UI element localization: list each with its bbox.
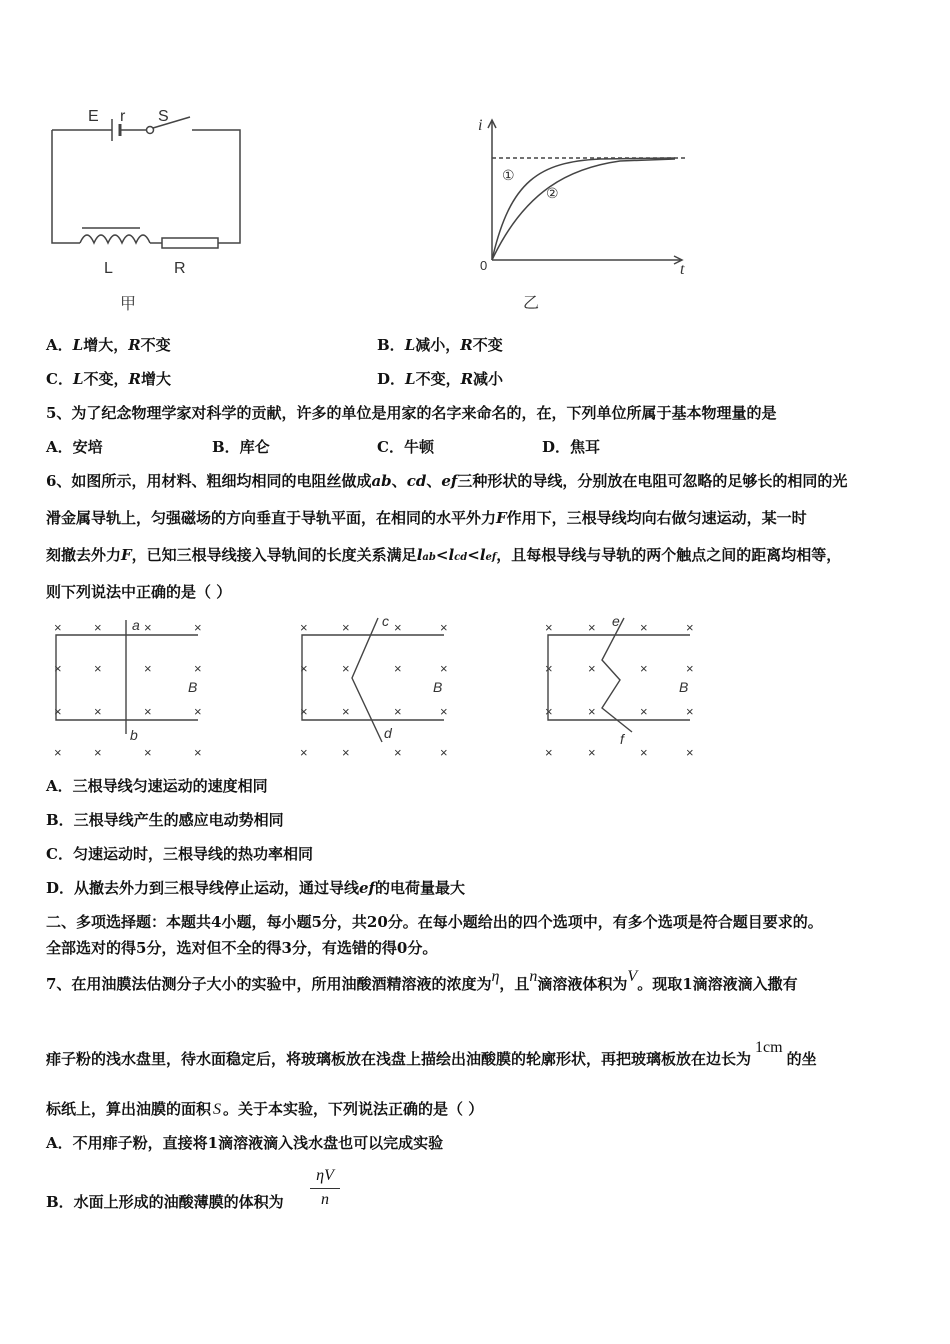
cross: ×	[94, 745, 102, 760]
cross: ×	[588, 745, 596, 760]
cross: ×	[588, 661, 596, 676]
q4-option-c-var-1: L	[72, 370, 84, 388]
q4-option-b[interactable]	[377, 335, 503, 355]
q6-sub-ef: ef	[485, 552, 497, 563]
q4-option-d-text-2: 减小	[473, 370, 504, 388]
q6-line-2-text-a: 滑金属导轨上，匀强磁场的方向垂直于导轨平面，在相同的水平外力	[46, 509, 497, 527]
curve-1-label: ①	[502, 167, 515, 183]
q5-option-a[interactable]: A．安培	[46, 438, 103, 456]
cross: ×	[394, 620, 402, 635]
label-L: L	[104, 260, 113, 277]
q4-option-d[interactable]	[377, 369, 503, 389]
cross: ×	[144, 620, 152, 635]
q4-option-d-prefix: D．	[377, 370, 406, 388]
cross: ×	[194, 704, 202, 719]
q6-line-3-text-c: ，且每根导线与导轨的两个触点之间的距离均相等，	[496, 546, 842, 564]
cross: ×	[54, 620, 62, 635]
cross: ×	[440, 704, 448, 719]
q4-option-c-text-1: 不变，	[83, 370, 129, 388]
q5-stem: 5、为了纪念物理学家对科学的贡献，许多的单位是用家的名字来命名的，在，下列单位所属于基本物理量的是	[46, 404, 777, 422]
rail-3	[548, 635, 690, 720]
cross: ×	[545, 704, 553, 719]
cross: ×	[144, 745, 152, 760]
cross: ×	[94, 620, 102, 635]
q6-sub-ab: ab	[422, 552, 436, 563]
q6-option-d[interactable]	[46, 878, 465, 898]
q6-rail-figures	[40, 610, 720, 770]
cross: ×	[640, 704, 648, 719]
label-r: r	[120, 108, 126, 125]
q7-stem-line-2	[46, 1039, 817, 1070]
label-B-3: B	[679, 679, 689, 695]
cross: ×	[588, 704, 596, 719]
q5-option-d[interactable]: D．焦耳	[542, 438, 601, 456]
cross: ×	[300, 620, 308, 635]
resistor	[162, 238, 218, 248]
rail-2	[302, 635, 444, 720]
q7-line-1-text-a: 7、在用油膜法估测分子大小的实验中，所用油酸酒精溶液的浓度为	[46, 975, 492, 993]
q7-option-b[interactable]	[46, 1192, 284, 1212]
q6-stem-line-4: 则下列说法中正确的是（ ）	[46, 583, 232, 601]
q6-option-d-wire-ef: ef	[359, 879, 376, 897]
origin-label: 0	[480, 258, 488, 273]
q7-line-1-text-d: 。现取1滴溶液滴入撒有	[637, 975, 798, 993]
cross: ×	[194, 661, 202, 676]
q7-line-2-text-a: 痱子粉的浅水盘里，待水面稳定后，将玻璃板放在浅盘上描绘出油酸膜的轮廓形状，再把玻璃板放在边长为	[46, 1050, 752, 1068]
cross: ×	[394, 745, 402, 760]
cross: ×	[588, 620, 596, 635]
cross: ×	[545, 661, 553, 676]
cross: ×	[545, 620, 553, 635]
q4-option-d-text-1: 不变，	[415, 370, 461, 388]
cross: ×	[54, 661, 62, 676]
wire-cd	[352, 618, 382, 742]
q6-sep-2: 、	[426, 472, 442, 490]
cross: ×	[686, 661, 694, 676]
q4-option-a[interactable]	[46, 335, 171, 355]
cross: ×	[686, 745, 694, 760]
label-b: b	[130, 727, 138, 743]
q6-line-3-text-b: ，已知三根导线接入导轨间的长度关系满足	[131, 546, 417, 564]
current-time-graph	[470, 110, 700, 320]
curve-2-label: ②	[546, 185, 559, 201]
circuit-diagram	[40, 95, 260, 320]
q7-S: S	[213, 1101, 222, 1118]
q4-option-c-var-2: R	[128, 370, 141, 388]
cross: ×	[545, 745, 553, 760]
q5-option-b[interactable]: B．库仑	[212, 438, 270, 456]
q4-option-b-var-2: R	[460, 336, 473, 354]
q7-fraction-numerator: ηV	[310, 1166, 340, 1189]
q4-option-a-text-1: 增大，	[83, 336, 129, 354]
q6-stem-line-3	[46, 545, 841, 568]
label-B-1: B	[188, 679, 198, 695]
curve-2	[492, 159, 675, 260]
q6-force-F-2: F	[121, 546, 132, 564]
label-f: f	[620, 731, 624, 747]
cross: ×	[94, 661, 102, 676]
cross: ×	[440, 745, 448, 760]
q7-eta: η	[491, 968, 500, 985]
q6-line-2-text-b: 作用下，三根导线均向右做匀速运动，某一时	[506, 509, 807, 527]
q6-option-b[interactable]: B．三根导线产生的感应电动势相同	[46, 811, 284, 829]
cross: ×	[440, 661, 448, 676]
q4-option-c[interactable]	[46, 369, 171, 389]
q7-line-1-text-b: ，且	[499, 975, 530, 993]
cross: ×	[686, 620, 694, 635]
q4-option-a-text-2: 不变	[140, 336, 171, 354]
q7-n: n	[529, 968, 538, 985]
label-R: R	[174, 260, 186, 277]
q6-option-c[interactable]: C．匀速运动时，三根导线的热功率相同	[46, 845, 313, 863]
cross: ×	[54, 704, 62, 719]
q6-option-d-text-b: 的电荷量最大	[375, 879, 466, 897]
q6-option-a[interactable]: A．三根导线匀速运动的速度相同	[46, 777, 268, 795]
q7-1cm: 1cm	[755, 1039, 783, 1056]
cross: ×	[94, 704, 102, 719]
q6-sep-1: 、	[391, 472, 407, 490]
q6-lt-1: <	[435, 546, 449, 564]
curve-1	[492, 158, 675, 260]
cross: ×	[394, 661, 402, 676]
axis-label-t: t	[680, 261, 685, 278]
q6-sub-cd: cd	[454, 552, 468, 563]
q4-option-a-var-1: L	[72, 336, 84, 354]
q7-option-a[interactable]: A．不用痱子粉，直接将1滴溶液滴入浅水盘也可以完成实验	[46, 1134, 444, 1152]
q5-option-c[interactable]: C．牛顿	[377, 438, 434, 456]
cross: ×	[640, 620, 648, 635]
q6-wire-ab: ab	[371, 472, 392, 490]
cross: ×	[54, 745, 62, 760]
q6-line-3-text-a: 刻撤去外力	[46, 546, 122, 564]
q6-length-l-cd: l	[448, 546, 455, 564]
q4-option-b-prefix: B．	[377, 336, 405, 354]
q7-option-b-fraction	[310, 1166, 340, 1211]
section-2-heading-line-2: 全部选对的得5分，选对但不全的得3分，有选错的得0分。	[46, 939, 438, 957]
q7-line-1-text-c: 滴溶液体积为	[537, 975, 628, 993]
label-a: a	[132, 617, 140, 633]
q7-line-3-text-a: 标纸上，算出油膜的面积	[46, 1100, 212, 1118]
cross: ×	[342, 620, 350, 635]
circuit-wire-left	[52, 130, 80, 243]
label-B-2: B	[433, 679, 443, 695]
figure-caption-jia: 甲	[120, 296, 137, 313]
label-S: S	[158, 108, 169, 125]
cross: ×	[194, 745, 202, 760]
switch-pivot	[147, 127, 154, 134]
circuit-wire-right	[192, 130, 240, 243]
q6-lt-2: <	[467, 546, 480, 564]
q6-option-d-text-a: D．从撤去外力到三根导线停止运动，通过导线	[46, 879, 360, 897]
cross: ×	[686, 704, 694, 719]
cross: ×	[640, 661, 648, 676]
label-e: e	[612, 613, 620, 629]
q6-wire-cd: cd	[406, 472, 427, 490]
q6-line-1-text-a: 6、如图所示，用材料、粗细均相同的电阻丝做成	[46, 472, 372, 490]
inductor-coil	[80, 235, 150, 243]
q7-fraction-denominator: n	[321, 1191, 329, 1208]
q4-option-c-text-2: 增大	[140, 370, 171, 388]
cross: ×	[300, 704, 308, 719]
q7-stem-line-1	[46, 968, 798, 995]
cross: ×	[144, 704, 152, 719]
cross: ×	[440, 620, 448, 635]
q4-option-a-prefix: A．	[46, 336, 73, 354]
cross: ×	[300, 661, 308, 676]
q7-V: V	[627, 968, 638, 985]
q4-option-d-var-1: L	[405, 370, 416, 388]
q7-stem-line-3	[46, 1099, 483, 1120]
q4-option-a-var-2: R	[128, 336, 141, 354]
cross: ×	[194, 620, 202, 635]
q4-option-b-var-1: L	[404, 336, 416, 354]
cross: ×	[394, 704, 402, 719]
q4-option-b-text-2: 不变	[472, 336, 503, 354]
label-c: c	[382, 613, 389, 629]
q4-option-b-text-1: 减小，	[415, 336, 461, 354]
q4-option-d-var-2: R	[460, 370, 474, 388]
q7-option-b-text: B．水面上形成的油酸薄膜的体积为	[46, 1193, 284, 1211]
q6-line-1-text-b: 三种形状的导线，分别放在电阻可忽略的足够长的相同的光	[457, 472, 848, 490]
q6-wire-ef: ef	[441, 472, 458, 490]
q6-length-l-ef: l	[479, 546, 486, 564]
q6-stem-line-1	[46, 471, 847, 491]
q6-field-crosses	[54, 620, 694, 760]
section-2-heading-line-1: 二、多项选择题：本题共4小题，每小题5分，共20分。在每小题给出的四个选项中，有多个选项是符合题目要求的。	[46, 913, 823, 931]
cross: ×	[342, 661, 350, 676]
cross: ×	[640, 745, 648, 760]
q7-line-2-text-b: 的坐	[786, 1050, 817, 1068]
q6-length-l-ab: l	[416, 546, 423, 564]
cross: ×	[144, 661, 152, 676]
figure-caption-yi: 乙	[523, 295, 540, 312]
label-d: d	[384, 725, 392, 741]
q4-option-c-prefix: C．	[46, 370, 73, 388]
rail-1	[56, 635, 198, 720]
cross: ×	[342, 704, 350, 719]
axis-label-i: i	[478, 117, 483, 134]
cross: ×	[342, 745, 350, 760]
q6-force-F: F	[496, 509, 507, 527]
cross: ×	[300, 745, 308, 760]
label-E: E	[88, 108, 99, 125]
q7-line-3-text-b: 。关于本实验，下列说法正确的是（ ）	[223, 1100, 484, 1118]
q6-stem-line-2	[46, 508, 807, 528]
